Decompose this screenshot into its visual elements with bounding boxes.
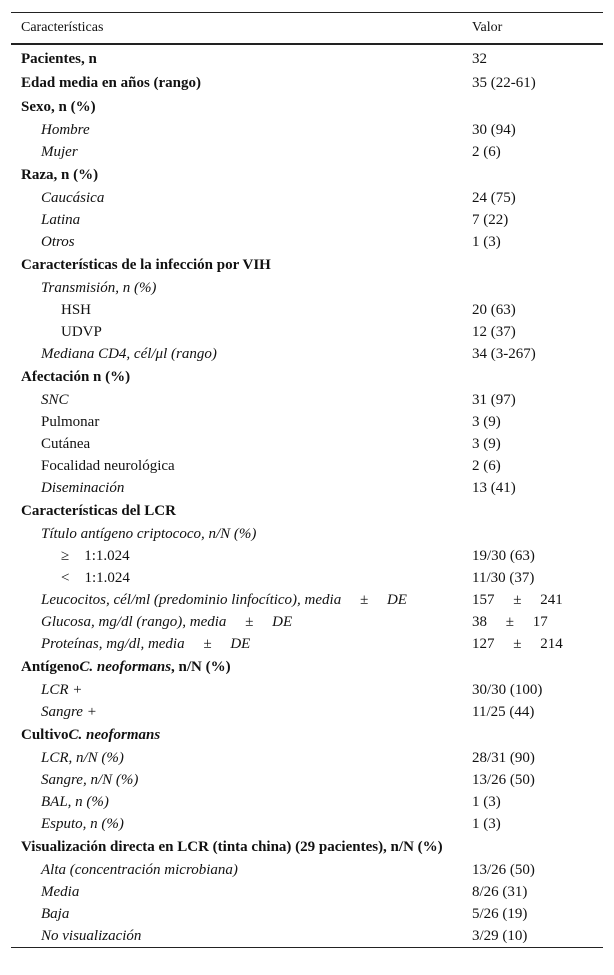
row-value: 28/31 (90)	[472, 749, 535, 766]
row-label: Caucásica	[41, 189, 105, 206]
row-label: HSH	[61, 301, 92, 318]
row-label: LCR +	[41, 681, 83, 698]
row-value: 5/26 (19)	[472, 905, 528, 922]
row-label	[11, 727, 472, 744]
table-row	[11, 611, 603, 633]
table-row	[11, 747, 603, 769]
row-value: 34 (3-267)	[472, 345, 536, 362]
table-row	[11, 343, 603, 365]
table-header	[11, 13, 603, 45]
row-value: 13 (41)	[472, 479, 516, 496]
row-value: 7 (22)	[472, 211, 509, 228]
row-label-species: C. neoformans	[68, 726, 161, 743]
table-row	[11, 231, 603, 253]
row-value: 12 (37)	[472, 323, 516, 340]
table-row	[11, 567, 603, 589]
table-row	[11, 859, 603, 881]
row-value: 3/29 (10)	[472, 927, 528, 944]
row-label: Esputo, n (%)	[41, 815, 124, 832]
row-label: Pacientes, n	[21, 50, 97, 67]
table-row	[11, 119, 603, 141]
row-label: Proteínas, mg/dl, media ± DE	[41, 635, 251, 652]
table-row	[11, 477, 603, 499]
row-value: 3 (9)	[472, 435, 501, 452]
table-row	[11, 701, 603, 723]
table-row	[11, 455, 603, 477]
row-label: Media	[41, 883, 80, 900]
table-row	[11, 95, 603, 119]
table-bottom-rule	[11, 947, 603, 948]
row-value: 3 (9)	[472, 413, 501, 430]
table-row	[11, 209, 603, 231]
row-value: 127 ± 214	[472, 635, 563, 652]
row-value: 8/26 (31)	[472, 883, 528, 900]
table-row	[11, 903, 603, 925]
row-label: Sangre, n/N (%)	[41, 771, 139, 788]
row-label: Otros	[41, 233, 75, 250]
row-label: ≥ 1:1.024	[61, 547, 130, 564]
row-value: 13/26 (50)	[472, 771, 535, 788]
row-label: Alta (concentración microbiana)	[41, 861, 238, 878]
row-label: No visualización	[41, 927, 142, 944]
table-row	[11, 679, 603, 701]
row-label-species: C. neoformans	[79, 658, 172, 675]
table-row	[11, 545, 603, 567]
row-value: 19/30 (63)	[472, 547, 535, 564]
table-row	[11, 813, 603, 835]
table-row	[11, 47, 603, 71]
row-label: Título antígeno criptococo, n/N (%)	[41, 525, 257, 542]
row-label: Sexo, n (%)	[21, 98, 96, 115]
row-value: 24 (75)	[472, 189, 516, 206]
row-value: 157 ± 241	[472, 591, 563, 608]
table-row	[11, 299, 603, 321]
row-value: 1 (3)	[472, 233, 501, 250]
row-label: Afectación n (%)	[21, 368, 131, 385]
table-row	[11, 769, 603, 791]
row-value: 35 (22-61)	[472, 74, 536, 91]
row-label: Raza, n (%)	[21, 166, 99, 183]
row-label: Pulmonar	[41, 413, 100, 430]
row-label-prefix: Antígeno	[21, 658, 80, 675]
row-value: 31 (97)	[472, 391, 516, 408]
table-row	[11, 389, 603, 411]
row-label: Transmisión, n (%)	[41, 279, 157, 296]
row-label: Visualización directa en LCR (tinta china) (29 pacientes), n/N (%)	[21, 838, 443, 855]
row-value: 1 (3)	[472, 793, 501, 810]
row-value: 11/25 (44)	[472, 703, 535, 720]
table-row	[11, 835, 603, 859]
row-value: 38 ± 17	[472, 613, 548, 630]
table-row	[11, 633, 603, 655]
row-label: Características de la infección por VIH	[21, 256, 271, 273]
table-row	[11, 433, 603, 455]
row-label: Diseminación	[41, 479, 125, 496]
table-row	[11, 411, 603, 433]
row-value: 20 (63)	[472, 301, 516, 318]
row-label: Mujer	[41, 143, 78, 160]
row-value: 1 (3)	[472, 815, 501, 832]
row-value: 32	[472, 50, 487, 67]
header-value: Valor	[472, 20, 503, 35]
row-label: Glucosa, mg/dl (rango), media ± DE	[41, 613, 293, 630]
row-label: Edad media en años (rango)	[21, 74, 202, 91]
row-label: Cutánea	[41, 435, 91, 452]
row-value: 30/30 (100)	[472, 681, 543, 698]
table-row	[11, 321, 603, 343]
row-label: Sangre +	[41, 703, 97, 720]
table-row	[11, 655, 603, 679]
table-row	[11, 791, 603, 813]
row-value: 2 (6)	[472, 143, 501, 160]
row-value: 11/30 (37)	[472, 569, 535, 586]
row-label: Baja	[41, 905, 70, 922]
row-label: < 1:1.024	[61, 569, 130, 586]
table-row	[11, 277, 603, 299]
row-label: Hombre	[41, 121, 90, 138]
characteristics-table	[11, 12, 603, 948]
row-label: Focalidad neurológica	[41, 457, 175, 474]
table-row	[11, 925, 603, 947]
table-row	[11, 723, 603, 747]
table-row	[11, 881, 603, 903]
header-label: Características	[21, 20, 104, 35]
table-row	[11, 365, 603, 389]
row-value: 2 (6)	[472, 457, 501, 474]
row-label: Leucocitos, cél/ml (predominio linfocítico), media ± DE	[41, 591, 407, 608]
row-label-suffix: , n/N (%)	[171, 658, 231, 675]
row-label	[11, 659, 472, 676]
row-label: Latina	[41, 211, 81, 228]
row-label: UDVP	[61, 323, 102, 340]
table-row	[11, 589, 603, 611]
table-row	[11, 499, 603, 523]
table-row	[11, 163, 603, 187]
table-row	[11, 71, 603, 95]
row-label: Características del LCR	[21, 502, 176, 519]
table-row	[11, 141, 603, 163]
row-label: BAL, n (%)	[41, 793, 109, 810]
table-row	[11, 253, 603, 277]
row-value: 30 (94)	[472, 121, 516, 138]
row-label-prefix: Cultivo	[21, 726, 69, 743]
row-value: 13/26 (50)	[472, 861, 535, 878]
table-row	[11, 523, 603, 545]
table-row	[11, 187, 603, 209]
row-label: Mediana CD4, cél/μl (rango)	[41, 345, 217, 362]
row-label: LCR, n/N (%)	[41, 749, 124, 766]
row-label: SNC	[41, 391, 69, 408]
